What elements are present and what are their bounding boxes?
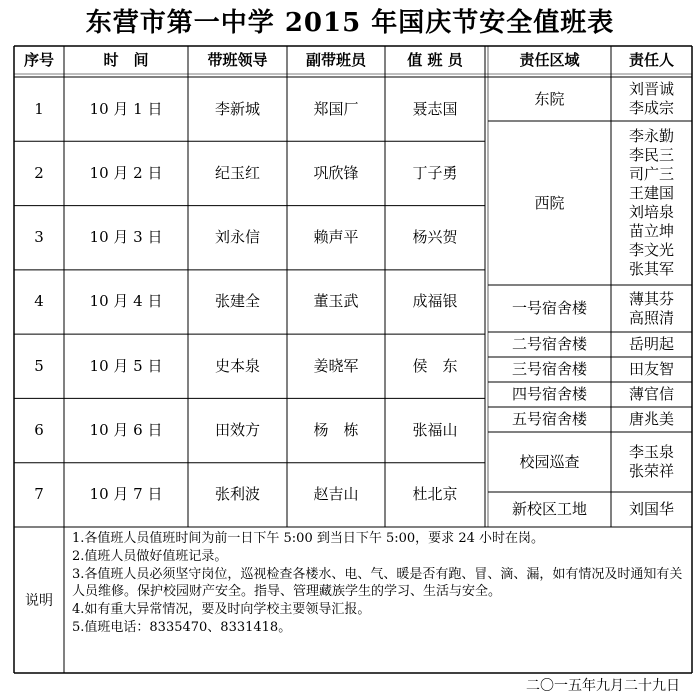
person-name: 薄官信: [628, 385, 674, 403]
cell-no: 4: [34, 292, 44, 311]
person-name: 李民三: [628, 146, 674, 164]
area-name: 五号宿舍楼: [511, 410, 587, 428]
person-name: 田友智: [628, 360, 674, 378]
cell-deputy: 赖声平: [313, 228, 359, 247]
cell-date: 10 月 4 日: [89, 292, 163, 311]
person-name: 苗立坤: [628, 222, 674, 240]
area-name: 西院: [534, 193, 565, 212]
area-persons: [611, 121, 692, 285]
person-name: 唐兆美: [628, 410, 674, 428]
person-name: 薄其芬: [628, 289, 674, 308]
cell-date: 10 月 5 日: [89, 356, 163, 375]
person-name: 李文光: [628, 241, 674, 259]
note-1: 1.各值班人员值班时间为前一日下午 5:00 到当日下午 5:00，要求 24 小时在岗。: [72, 531, 544, 546]
cell-leader: 李新城: [214, 99, 260, 118]
cell-staff: 杜北京: [412, 485, 458, 504]
cell-date: 10 月 1 日: [89, 99, 163, 118]
note-5: 5.值班电话：8335470、8331418。: [72, 620, 292, 635]
person-name: 张荣祥: [628, 462, 674, 480]
cell-leader: 纪玉红: [214, 163, 260, 182]
cell-deputy: 巩欣锋: [313, 163, 359, 182]
area-persons: [611, 332, 692, 357]
cell-deputy: 赵吉山: [313, 485, 359, 504]
column-header: 序号: [23, 50, 54, 69]
person-name: 李玉泉: [628, 443, 674, 461]
note-3: 3.各值班人员必须坚守岗位，巡视检查各楼水、电、气、暖是否有跑、冒、滴、漏，如有情况及时通知有关人员维修。保护校园财产安全。指导、管理藏族学生的学习、生活与安全。: [72, 567, 683, 599]
notes-section: [64, 527, 692, 673]
person-name: 高照清: [628, 308, 674, 327]
cell-no: 7: [34, 485, 44, 504]
cell-deputy: 姜晓军: [313, 356, 359, 375]
cell-staff: 丁子勇: [412, 163, 458, 182]
column-header: 带班领导: [207, 50, 268, 69]
cell-no: 1: [34, 99, 44, 118]
area-persons: [611, 407, 692, 432]
person-name: 刘培泉: [628, 203, 674, 221]
cell-deputy: 董玉武: [313, 292, 359, 311]
person-name: 张其军: [628, 260, 674, 278]
area-persons: [611, 492, 692, 527]
cell-staff: 张福山: [412, 421, 458, 440]
area-persons: [611, 382, 692, 407]
area-name: 东院: [534, 89, 565, 108]
cell-no: 5: [34, 356, 44, 375]
cell-date: 10 月 3 日: [89, 228, 163, 247]
column-header: 值 班 员: [407, 50, 463, 69]
column-header: 责任人: [628, 50, 674, 69]
person-name: 王建国: [628, 184, 674, 202]
notes-label: 说明: [25, 593, 53, 609]
cell-leader: 田效方: [214, 421, 260, 440]
cell-staff: 杨兴贺: [412, 228, 458, 247]
cell-no: 3: [34, 228, 44, 247]
cell-date: 10 月 6 日: [89, 421, 163, 440]
area-name: 校园巡查: [519, 452, 580, 471]
person-name: 李永勤: [628, 127, 674, 145]
cell-leader: 张建全: [214, 292, 260, 311]
column-header: 副带班员: [305, 50, 366, 69]
area-persons: [611, 357, 692, 382]
column-header: 责任区域: [519, 50, 580, 69]
area-persons: [611, 432, 692, 492]
page-title: 东营市第一中学 2015 年国庆节安全值班表: [85, 8, 615, 38]
area-name: 二号宿舍楼: [511, 335, 587, 353]
cell-leader: 史本泉: [214, 356, 260, 375]
person-name: 李成宗: [628, 99, 674, 117]
cell-deputy: 杨 栋: [313, 421, 359, 440]
area-name: 一号宿舍楼: [511, 299, 587, 317]
cell-leader: 张利波: [214, 485, 260, 504]
area-persons: [611, 77, 692, 121]
person-name: 岳明起: [628, 335, 674, 353]
cell-leader: 刘永信: [214, 228, 260, 247]
area-name: 四号宿舍楼: [511, 385, 587, 403]
cell-date: 10 月 2 日: [89, 163, 163, 182]
cell-date: 10 月 7 日: [89, 485, 163, 504]
cell-staff: 成福银: [412, 292, 458, 311]
column-header: 时 间: [103, 50, 149, 69]
area-name: 新校区工地: [511, 500, 587, 518]
person-name: 司广三: [628, 165, 674, 183]
area-persons: [611, 285, 692, 332]
cell-no: 6: [34, 421, 44, 440]
cell-staff: 侯 东: [412, 356, 458, 375]
signed-date: 二〇一五年九月二十九日: [526, 678, 680, 694]
area-name: 三号宿舍楼: [511, 360, 587, 378]
note-4: 4.如有重大异常情况，要及时向学校主要领导汇报。: [72, 602, 371, 617]
cell-deputy: 郑国厂: [313, 99, 359, 118]
person-name: 刘国华: [628, 500, 674, 518]
cell-no: 2: [34, 163, 44, 182]
person-name: 刘晋诚: [628, 80, 674, 98]
note-2: 2.值班人员做好值班记录。: [72, 549, 228, 564]
cell-staff: 聂志国: [412, 99, 458, 118]
